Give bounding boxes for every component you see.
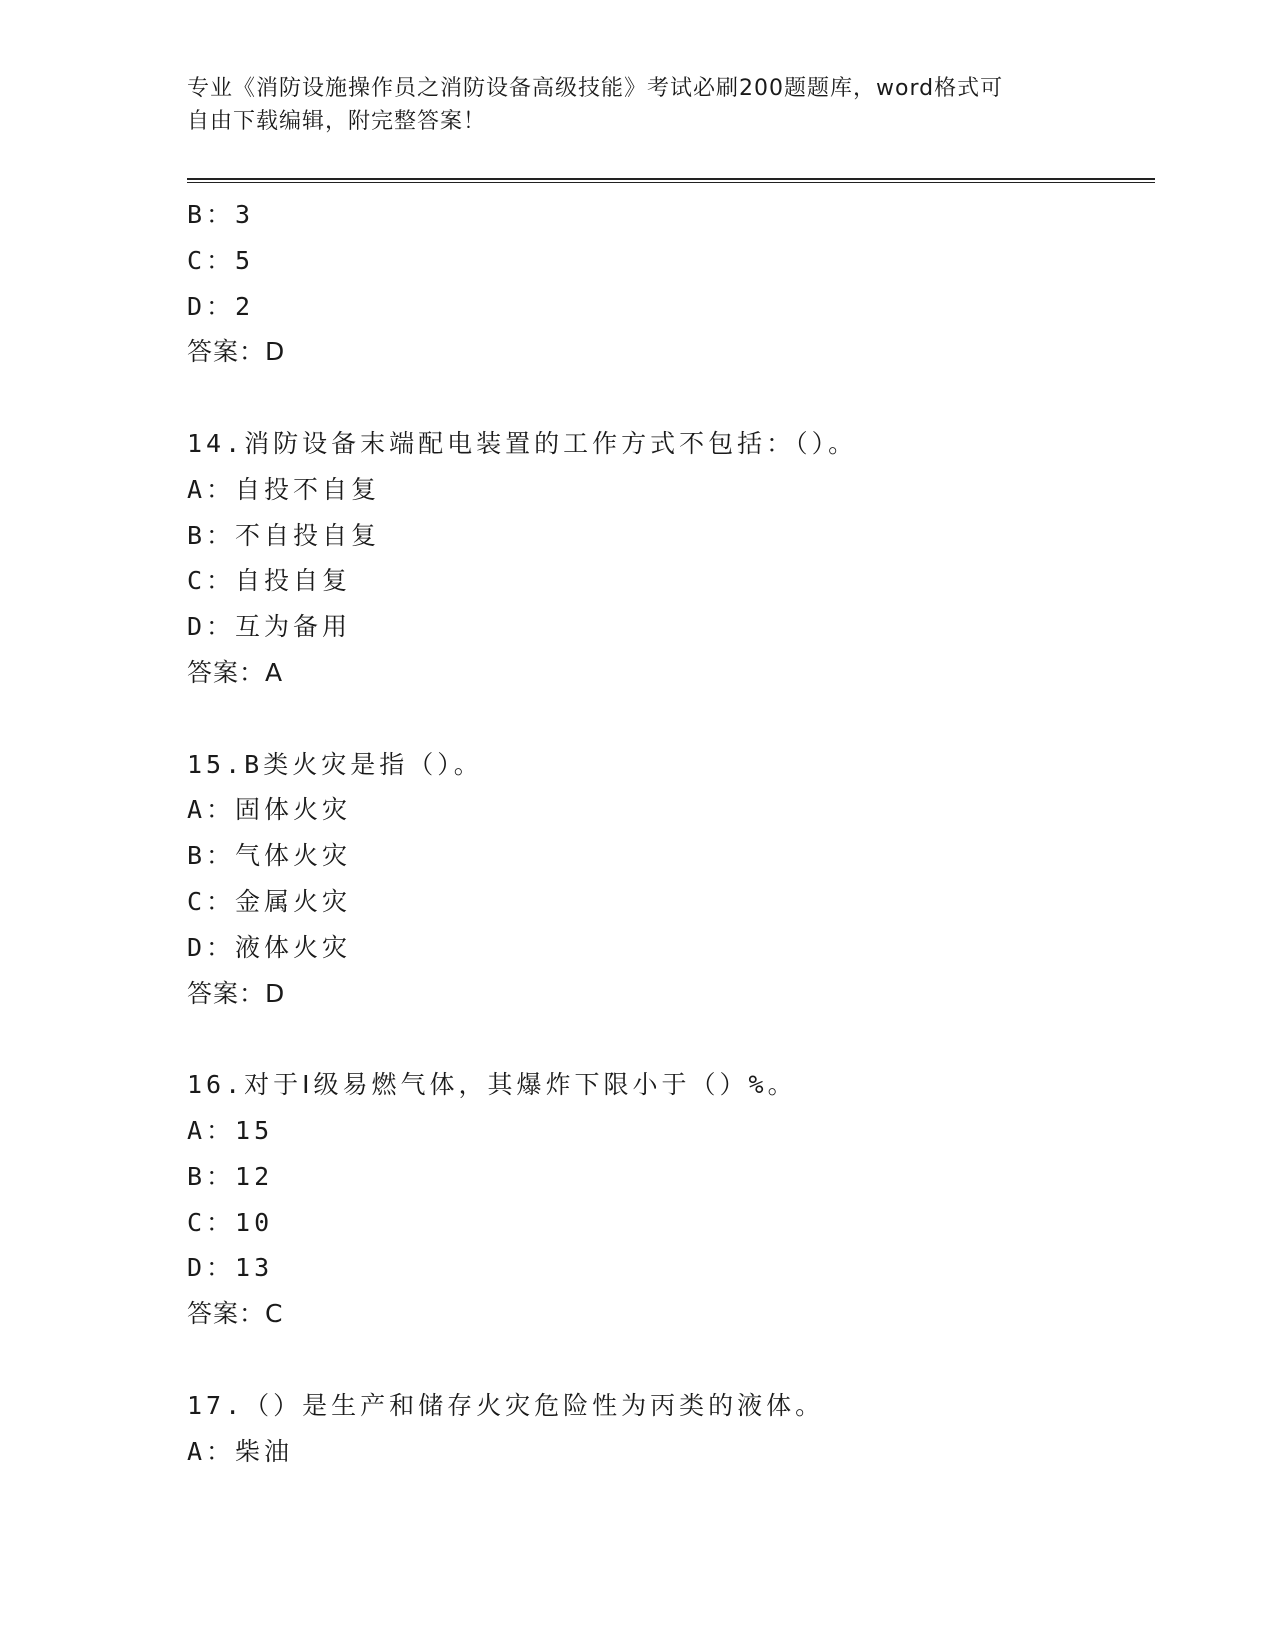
question-15 <box>187 742 1155 1017</box>
header-title-line-2: 自由下载编辑，附完整答案！ <box>187 109 487 134</box>
answer-line: 答案：A <box>187 657 284 687</box>
question-stem: 16.对于Ⅰ级易燃气体，其爆炸下限小于（）%。 <box>187 1070 797 1100</box>
option-d: D：液体火灾 <box>187 932 352 962</box>
option-b: B：3 <box>187 200 255 229</box>
option-a: A：固体火灾 <box>187 795 352 825</box>
question-stem: 14.消防设备末端配电装置的工作方式不包括：（）。 <box>187 428 858 458</box>
question-17 <box>187 1383 1155 1475</box>
option-c: C：金属火灾 <box>187 886 352 916</box>
option-a: A：自投不自复 <box>187 474 381 504</box>
option-c: C：10 <box>187 1207 274 1237</box>
option-d: D：互为备用 <box>187 612 352 642</box>
option-a: A：柴油 <box>187 1436 294 1466</box>
spacer <box>187 1016 1155 1062</box>
question-stem: 15.B类火灾是指（）。 <box>187 749 483 779</box>
option-c: C：5 <box>187 245 255 275</box>
spacer <box>187 375 1155 421</box>
question-16 <box>187 1062 1155 1337</box>
answer-line: 答案：D <box>187 337 286 367</box>
answer-line: 答案：D <box>187 978 286 1008</box>
header-title-line-1: 专业《消防设施操作员之消防设备高级技能》考试必刷200题题库，word格式可 <box>187 76 1004 101</box>
question-list <box>187 192 1155 1474</box>
option-d: D：13 <box>187 1253 274 1283</box>
question-13-continued <box>187 192 1155 375</box>
option-b: B：12 <box>187 1161 274 1191</box>
question-stem: 17.（）是生产和储存火灾危险性为丙类的液体。 <box>187 1390 825 1420</box>
header-divider <box>187 178 1155 183</box>
spacer <box>187 1337 1155 1383</box>
spacer <box>187 696 1155 742</box>
page-header <box>187 72 1087 138</box>
question-14 <box>187 421 1155 696</box>
option-b: B：气体火灾 <box>187 841 352 871</box>
option-d: D：2 <box>187 291 255 321</box>
option-c: C：自投自复 <box>187 566 352 596</box>
option-b: B：不自投自复 <box>187 520 381 550</box>
option-a: A：15 <box>187 1115 274 1145</box>
answer-line: 答案：C <box>187 1299 284 1329</box>
